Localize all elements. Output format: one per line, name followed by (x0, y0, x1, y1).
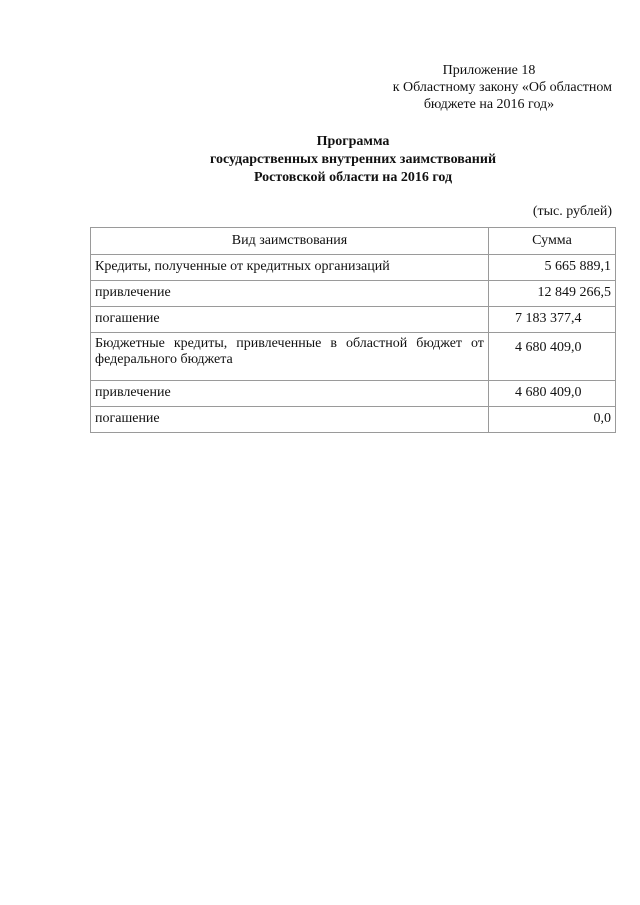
appendix-law-reference-cont: бюджете на 2016 год» (423, 97, 555, 112)
table-row (91, 255, 616, 281)
table-row (91, 281, 616, 307)
table-row (91, 381, 616, 407)
table-row (91, 407, 616, 433)
title-line-3: Ростовской области на 2016 год (253, 170, 453, 185)
row-sum: 0,0 (488, 407, 615, 433)
row-name: погашение (91, 407, 489, 433)
header-borrowing-type: Вид заимствования (91, 228, 489, 255)
table-header-row (91, 228, 616, 255)
row-sum: 5 665 889,1 (488, 255, 615, 281)
appendix-number: Приложение 18 (442, 63, 536, 78)
table-row (91, 307, 616, 333)
row-sum: 7 183 377,4 (488, 307, 615, 333)
appendix-header (330, 62, 612, 113)
row-name: Бюджетные кредиты, привлеченные в областной бюджет от федерального бюджета (91, 333, 489, 381)
row-name: привлечение (91, 381, 489, 407)
table-row (91, 333, 616, 381)
row-sum: 4 680 409,0 (488, 333, 615, 381)
title-line-1: Программа (316, 134, 390, 149)
header-amount: Сумма (488, 228, 615, 255)
row-name: погашение (91, 307, 489, 333)
row-sum: 12 849 266,5 (488, 281, 615, 307)
title-line-2: государственных внутренних заимствований (209, 152, 497, 167)
units-label: (тыс. рублей) (532, 204, 612, 219)
row-name: Кредиты, полученные от кредитных организаций (91, 255, 489, 281)
borrowings-table (90, 227, 616, 433)
appendix-law-reference: к Областному закону «Об областном (392, 80, 612, 95)
row-name: привлечение (91, 281, 489, 307)
document-title (90, 133, 616, 187)
row-sum: 4 680 409,0 (488, 381, 615, 407)
